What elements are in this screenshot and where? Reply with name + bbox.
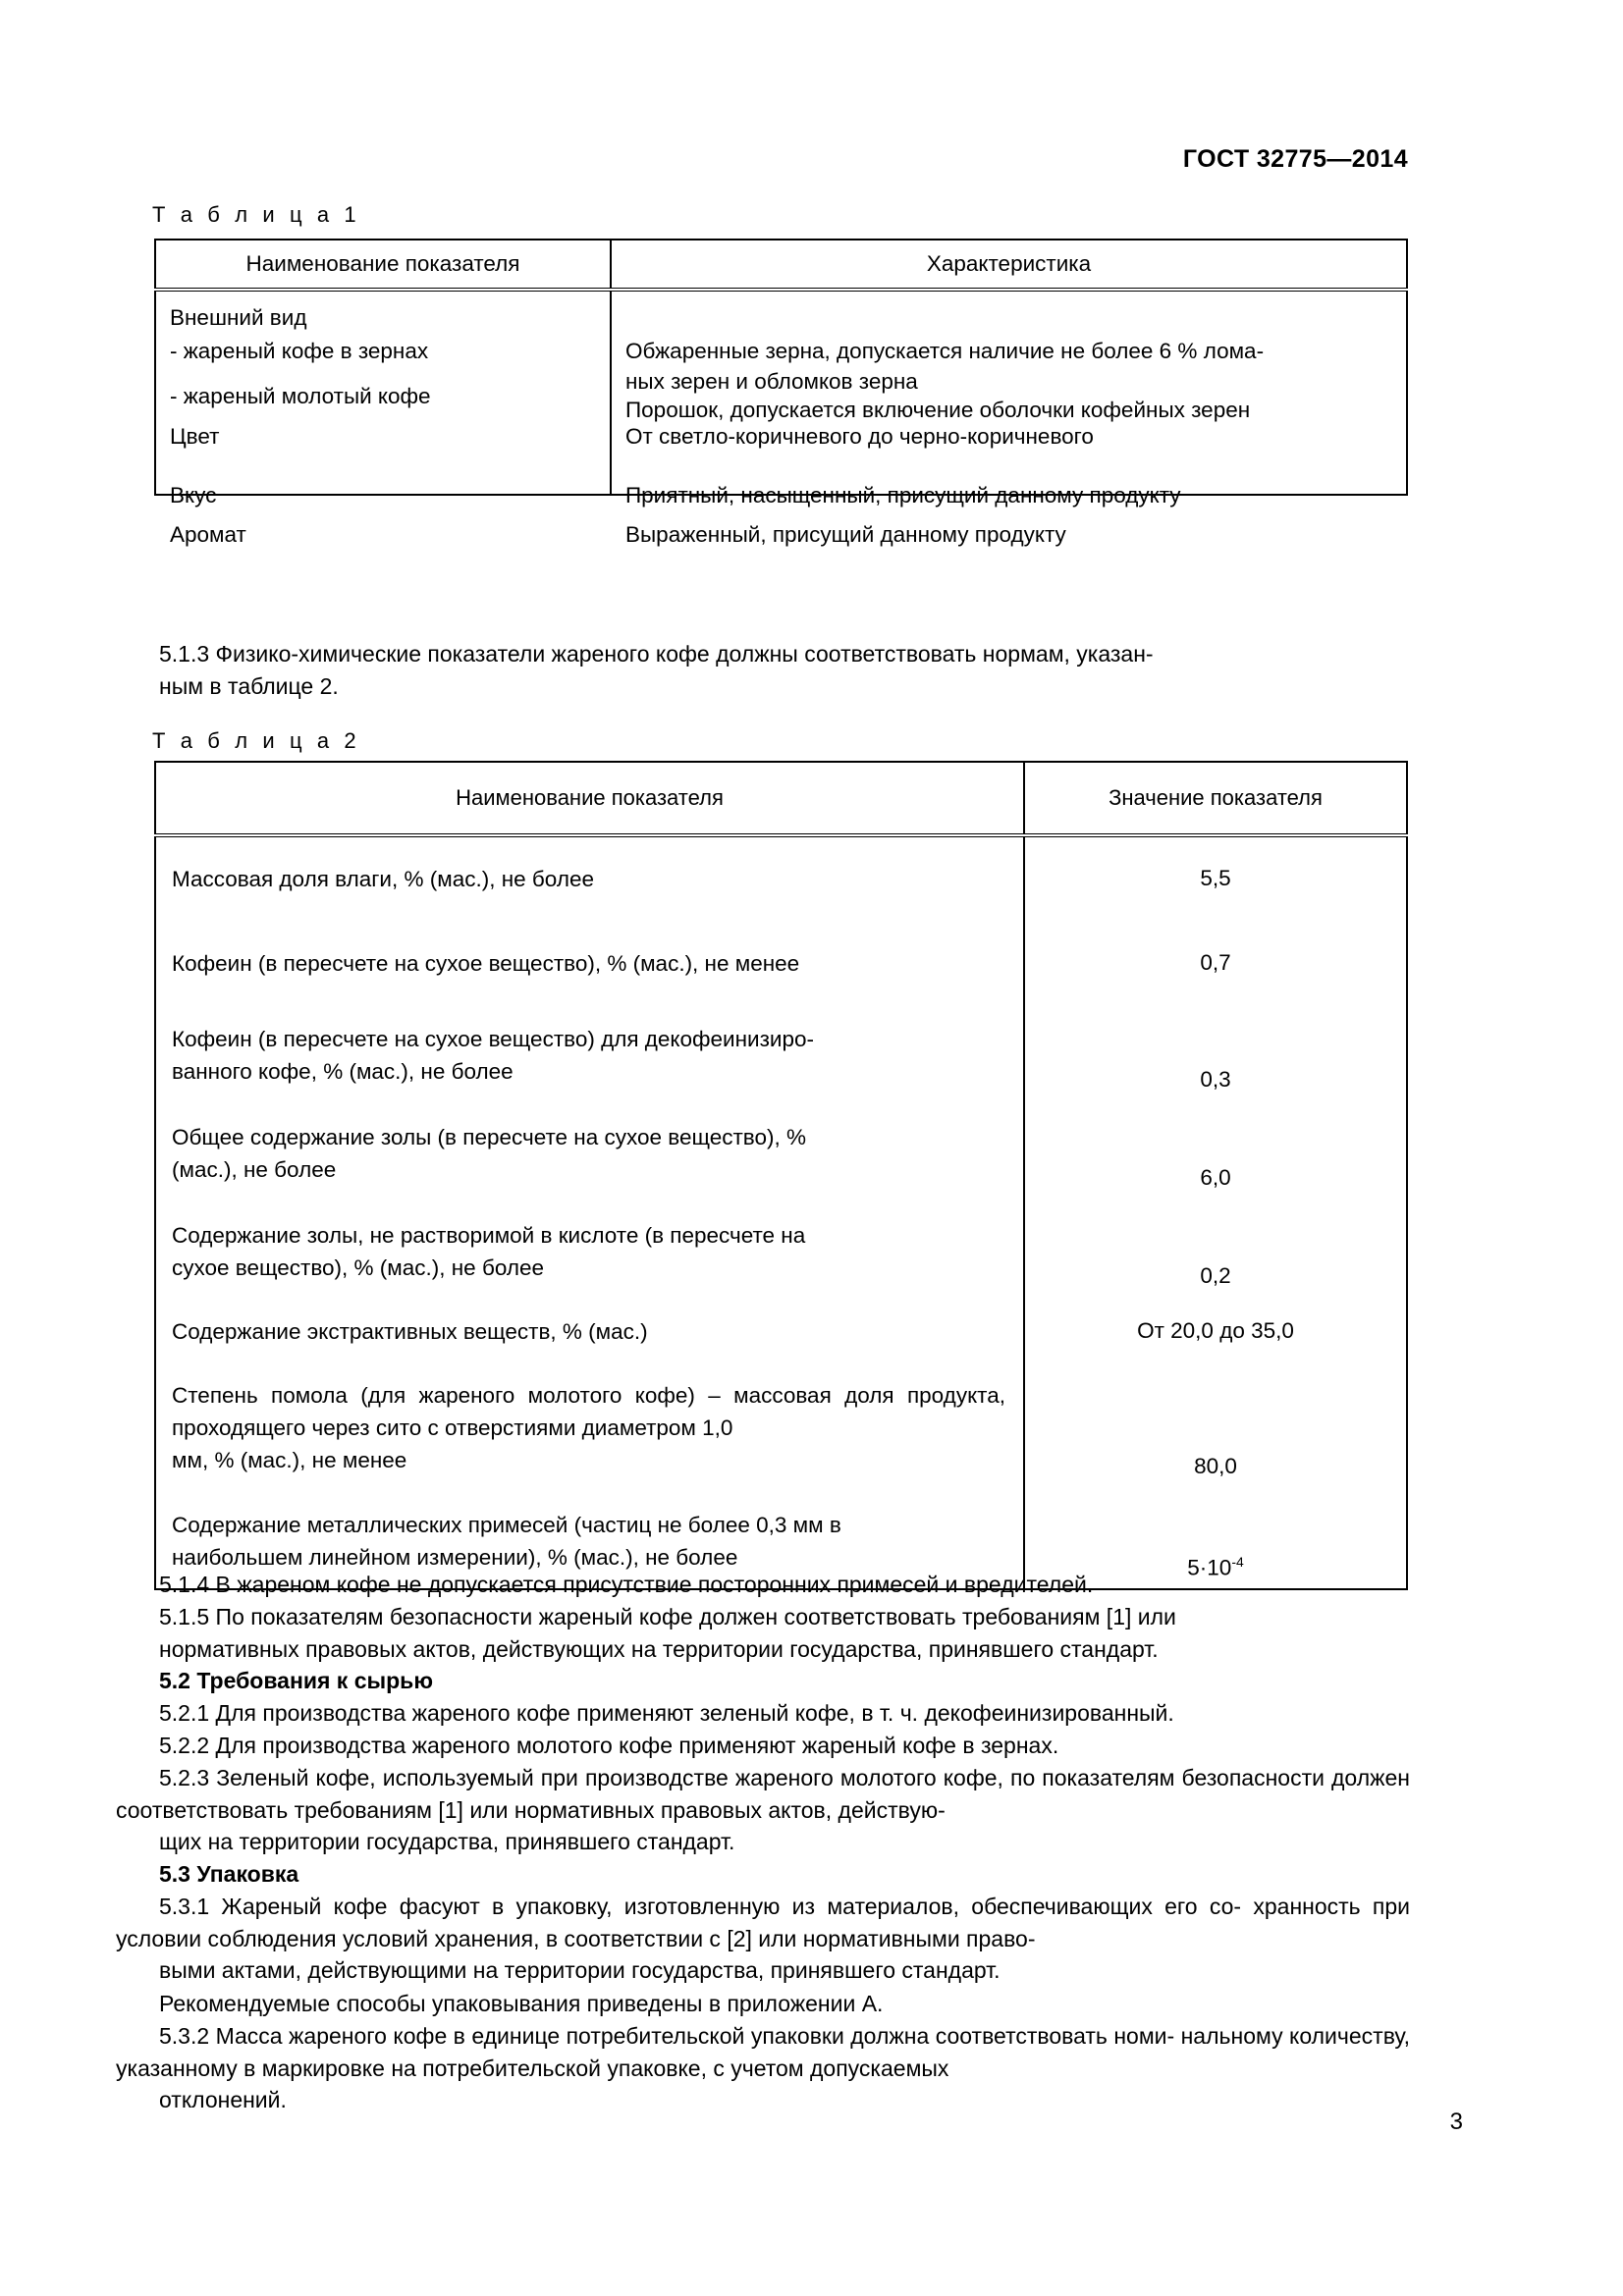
paragraph-text: щих на территории государства, принявшего стандарт. <box>159 1829 735 1854</box>
paragraph-5-1-3 <box>116 638 1410 702</box>
paragraph-text: 5.1.3 Физико-химические показатели жареного кофе должны соответствовать нормам, указан- <box>159 641 1154 667</box>
indicator-line: сухое вещество), % (мас.), не более <box>172 1255 545 1280</box>
table-1-col-header-characteristic: Характеристика <box>926 251 1092 276</box>
table-1-body-row <box>155 290 1407 495</box>
heading-5-2: 5.2 Требования к сырью <box>159 1668 433 1693</box>
table-row <box>155 835 1407 920</box>
table-1-name-line: Аромат <box>170 522 246 547</box>
table-1-name-line: Цвет <box>170 424 220 449</box>
table-row <box>155 1104 1407 1202</box>
table-2-indicator-name <box>155 1301 1024 1362</box>
paragraph-text: нальному количеству, указанному в маркировке на потребительской упаковке, с учетом допускаемых <box>116 2023 1410 2081</box>
paragraph-text: нормативных правовых актов, действующих на территории государства, принявшего стандарт. <box>159 1635 1159 1662</box>
table-1-header-row <box>155 240 1407 290</box>
page-number: 3 <box>1449 2109 1463 2135</box>
paragraph-5-2-3 <box>116 1762 1410 1858</box>
table-1-name-line: - жареный молотый кофе <box>170 384 431 408</box>
table-1-char-line: Выраженный, присущий данному продукту <box>625 522 1066 547</box>
table-1-char-line: Приятный, насыщенный, присущий данному продукту <box>625 483 1181 507</box>
table-1-caption: Т а б л и ц а 1 <box>152 202 361 227</box>
indicator-line: мм, % (мас.), не менее <box>172 1447 407 1472</box>
indicator-line: Общее содержание золы (в пересчете на сухое вещество), % <box>172 1125 807 1149</box>
indicator-line: Содержание металлических примесей (частиц не более 0,3 мм в <box>172 1512 841 1537</box>
indicator-line: (мас.), не более <box>172 1157 337 1182</box>
table-1-name-line: Внешний вид <box>170 305 307 330</box>
indicator-line: Содержание золы, не растворимой в кислоте (в пересчете на <box>172 1223 806 1248</box>
table-1-col-header-name: Наименование показателя <box>155 240 611 290</box>
indicator-line: Содержание экстрактивных веществ, % (мас.) <box>172 1318 648 1344</box>
table-1-char-line: От светло-коричневого до черно-коричневого <box>625 424 1094 449</box>
table-2-indicator-name <box>155 1362 1024 1493</box>
value-exponent: -4 <box>1231 1553 1244 1570</box>
table-2-indicator-value: 5,5 <box>1200 866 1231 890</box>
table-row <box>155 1362 1407 1493</box>
value-base: 5·10 <box>1187 1555 1232 1579</box>
table-2-indicator-name <box>155 1202 1024 1301</box>
table-1-char-line: Обжаренные зерна, допускается наличие не более 6 % лома- <box>625 339 1265 363</box>
table-2-col-header-name: Наименование показателя <box>155 762 1024 835</box>
standard-header: ГОСТ 32775—2014 <box>1182 145 1408 173</box>
paragraph-5-1-4: 5.1.4 В жареном кофе не допускается присутствие посторонних примесей и вредителей. <box>159 1572 1094 1597</box>
table-2-indicator-value: 0,2 <box>1200 1263 1231 1288</box>
table-2-indicator-value: От 20,0 до 35,0 <box>1137 1318 1294 1343</box>
table-1-characteristics-cell <box>611 290 1407 547</box>
table-2 <box>154 761 1408 1590</box>
table-row <box>155 920 1407 1006</box>
table-1-char-line: Порошок, допускается включение оболочки кофейных зерен <box>625 398 1251 422</box>
table-2-col-header-value: Значение показателя <box>1109 785 1323 810</box>
paragraph-text: хранность при условии соблюдения условий хранения, в соответствии с [2] или нормативными право- <box>116 1894 1411 1951</box>
table-1-names-cell <box>155 290 611 547</box>
paragraph-text: 5.1.5 По показателям безопасности жареный кофе должен соответствовать требованиям [1] или <box>159 1604 1176 1629</box>
paragraph-5-3-1 <box>116 1891 1410 1987</box>
indicator-line: продукта, проходящего через сито с отверстиями диаметром 1,0 <box>172 1382 1005 1440</box>
heading-5-3: 5.3 Упаковка <box>159 1861 299 1887</box>
paragraph-recommendation: Рекомендуемые способы упаковывания приведены в приложении А. <box>159 1991 884 2016</box>
table-2-indicator-name <box>155 1006 1024 1104</box>
paragraph-5-2-1: 5.2.1 Для производства жареного кофе применяют зеленый кофе, в т. ч. декофеинизированный. <box>159 1700 1174 1726</box>
indicator-line: Кофеин (в пересчете на сухое вещество) для декофеинизиро- <box>172 1027 815 1051</box>
indicator-line: Массовая доля влаги, % (мас.), не более <box>172 866 594 891</box>
table-2-indicator-value: 6,0 <box>1200 1165 1231 1190</box>
paragraph-text: 5.2.3 Зеленый кофе, используемый при производстве жареного молотого кофе, по показателям <box>159 1765 1175 1790</box>
table-2-indicator-name <box>155 835 1024 920</box>
indicator-line: ванного кофе, % (мас.), не более <box>172 1059 514 1084</box>
paragraph-text: 5.3.2 Масса жареного кофе в единице потребительской упаковки должна соответствовать номи- <box>159 2023 1175 2049</box>
paragraph-5-1-5 <box>116 1601 1410 1665</box>
table-2-indicator-value: 0,3 <box>1200 1067 1231 1092</box>
indicator-line: наибольшем линейном измерении), % (мас.), не более <box>172 1544 738 1570</box>
table-1 <box>154 239 1408 547</box>
paragraph-5-3-2 <box>116 2020 1410 2116</box>
indicator-line: Степень помола (для жареного молотого кофе) – массовая доля <box>172 1382 894 1408</box>
table-row <box>155 1301 1407 1362</box>
indicator-line: Кофеин (в пересчете на сухое вещество), % (мас.), не менее <box>172 950 800 976</box>
paragraph-text: 5.3.1 Жареный кофе фасуют в упаковку, изготовленную из материалов, обеспечивающих его со- <box>159 1894 1242 1919</box>
table-2-indicator-name <box>155 1104 1024 1202</box>
paragraph-text: отклонений. <box>159 2087 287 2112</box>
table-2-indicator-value: 0,7 <box>1200 950 1231 975</box>
table-1-name-line: Вкус <box>170 483 217 507</box>
table-row <box>155 1202 1407 1301</box>
paragraph-5-2-2: 5.2.2 Для производства жареного молотого кофе применяют жареный кофе в зернах. <box>159 1733 1059 1758</box>
table-2-indicator-name <box>155 920 1024 1006</box>
paragraph-text: выми актами, действующими на территории государства, принявшего стандарт. <box>159 1957 1001 1983</box>
table-2-caption: Т а б л и ц а 2 <box>152 728 361 753</box>
table-1-name-line: - жареный кофе в зернах <box>170 339 429 363</box>
table-2-header-row <box>155 762 1407 835</box>
table-2-indicator-value: 80,0 <box>1194 1454 1237 1478</box>
table-1-char-line: ных зерен и обломков зерна <box>625 369 918 394</box>
paragraph-text: ным в таблице 2. <box>159 672 339 699</box>
paragraph-text: безопасности должен соответствовать требованиям [1] или нормативных правовых актов, действую- <box>116 1765 1411 1823</box>
table-row <box>155 1006 1407 1104</box>
